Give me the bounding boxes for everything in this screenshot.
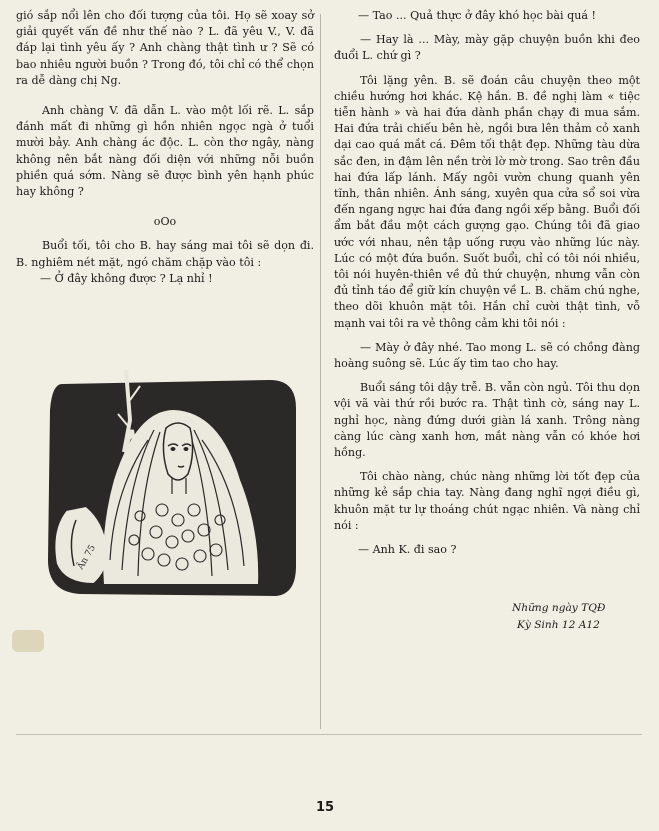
dialogue-line: — Hay là ... Mày, mày gặp chuyện buồn khi đeo đuổi L. chứ gì ? (334, 33, 640, 63)
column-divider (320, 14, 321, 729)
paragraph: Tôi lặng yên. B. sẽ đoán câu chuyện theo một chiều hướng hơi khác. Kệ hắn. B. đề nghị làm « tiệc tiễn hành » và hai đứa dành phần chạy đi mua sắm. Hai đứa trải chiếu bên hè, ngồi bưa lên thảm cỏ xanh dại cao quá mắt cá. Đêm tối thật đẹp. Những tàu dừa sắc đen, in đậm lên nền trời lờ mờ trong. Sao trên đầu hai đứa lấp lánh. Mấy ngôi vườn chung quanh yên tĩnh, thân nhiên. Ánh sáng, xuyên qua cửa sổ soi vừa đến ngang ngực hai đứa đang ngồi xếp bằng. Buổi đối ẩm bắt đầu một cách gượng gạo. Chúng tôi đã giao ước với nhau, nên tập uống rượu vào những lúc này. Lúc có một đứa buồn. Suốt buổi, chỉ có tôi nói nhiều, tôi nói huyên-thiên về đủ thứ chuyện, nhưng vẫn còn đủ tỉnh táo để giữ kín chuyện về L. B. chăm chú nghe, theo dõi khuôn mặt tôi. Hắn chỉ cười thật tình, vỗ mạnh vai tôi ra vẻ thông cảm khi tôi nói : (334, 73, 640, 330)
left-column (16, 8, 314, 287)
story-title: Những ngày TQĐ (512, 602, 606, 614)
dialogue-line: — Tao ... Quả thực ở đây khó học bài quá ! (358, 9, 596, 22)
woodcut-illustration (44, 370, 300, 600)
right-column (334, 8, 640, 558)
dialogue-line: — Ở đây không được ? Lạ nhỉ ! (40, 271, 213, 285)
paragraph: Buổi sáng tôi dậy trễ. B. vẫn còn ngủ. Tôi thu dọn vội vã vài thứ rồi bước ra. Thật tình cờ, sáng nay L. nghỉ học, nàng đứng dưới giàn lá xanh. Trông nàng càng lúc càng xanh hơn, mắt nàng vẫn có khóe hơi hồng. (334, 381, 640, 460)
story-author: Kỳ Sinh 12 A12 (517, 619, 600, 631)
paragraph: gió sắp nổi lên cho đối tượng của tôi. Họ sẽ xoay sở giải quyết vấn đề như thế nào ? L. đã yêu V., V. đã đáp lại tình yêu ấy ? Anh chàng thật tình ư ? Sẽ có bao nhiêu người buồn ? Trong đó, tôi chỉ có thể chọn ra dễ dàng chị Ng. (16, 9, 314, 87)
dialogue-line: — Mày ở đây nhé. Tao mong L. sẽ có chồng đàng hoàng suông sẽ. Lúc ấy tìm tao cho hay. (334, 340, 640, 371)
paragraph: Tôi chào nàng, chúc nàng những lời tốt đẹp của những kẻ sắp chia tay. Nàng đang nghĩ ngợi điều gì, khuôn mặt tư lự thoáng chút ngạc nhiên. Và nàng chỉ nói : (334, 470, 640, 532)
dialogue-line: — Anh K. đi sao ? (358, 543, 457, 557)
page-number: 15 (316, 800, 335, 815)
story-signature (512, 600, 652, 634)
paper-stain (12, 630, 44, 652)
paragraph: Anh chàng V. đã dẫn L. vào một lối rẽ. L. sắp đánh mất đi những gì hồn nhiên ngọc ngà ở tuổi mười bảy. Anh chàng ác độc. L. còn thơ ngây, nàng không nên bắt nàng đối diện với những nỗi buồn phiền quá sớm. Nàng sẽ được bình yên hạnh phúc hay không ? (16, 104, 314, 199)
footer-rule (16, 734, 642, 735)
artist-signature: Ân 75 (75, 543, 98, 572)
section-break: oOo (153, 215, 177, 229)
paragraph: Buổi tối, tôi cho B. hay sáng mai tôi sẽ dọn đi. B. nghiêm nét mặt, ngó chăm chặp vào tôi : (16, 239, 314, 269)
